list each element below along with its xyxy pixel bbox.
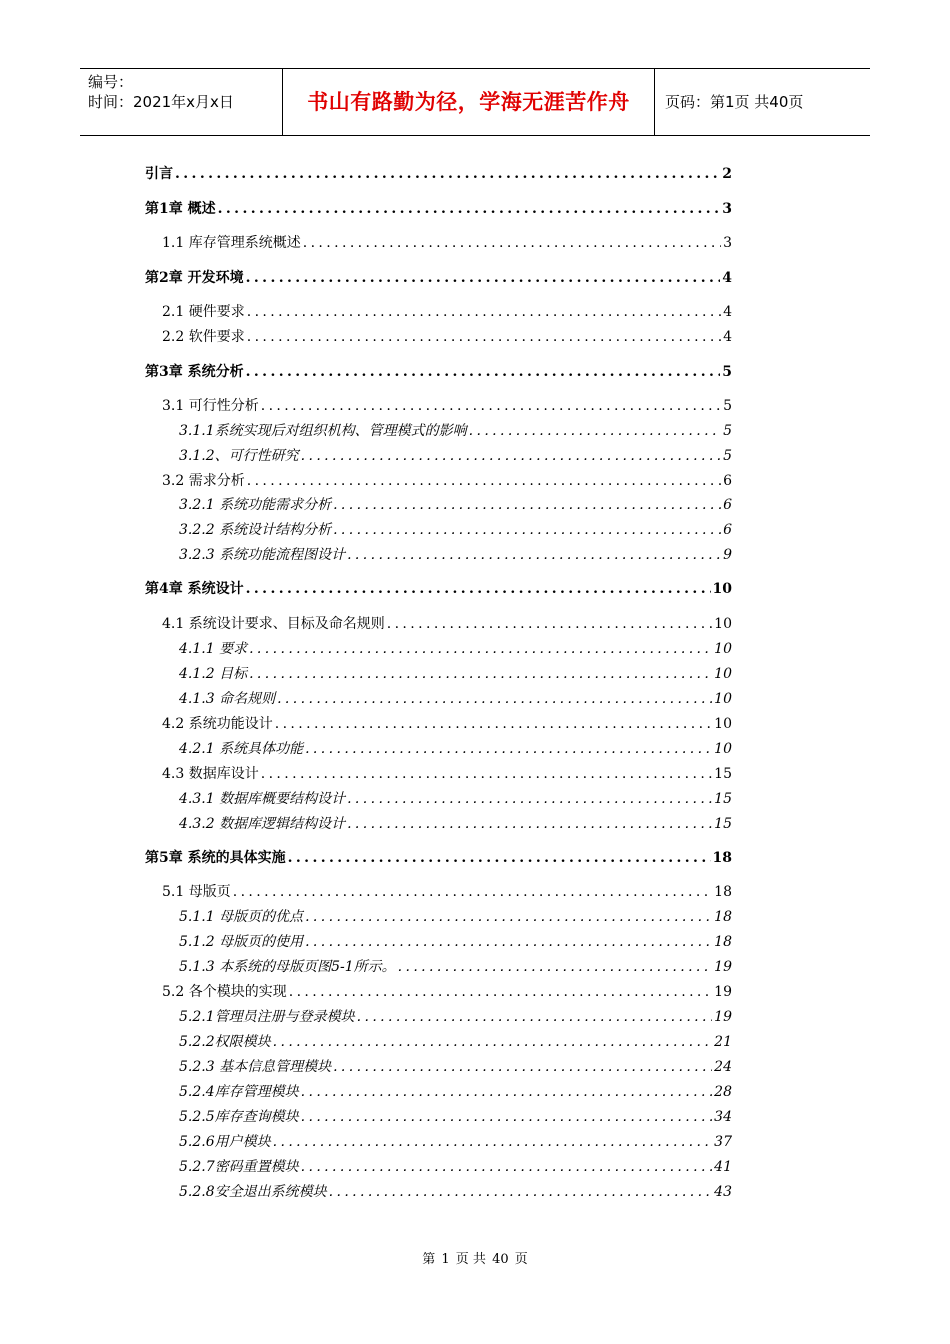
toc-dot-leader (273, 1134, 713, 1150)
document-time: 时间：2021年x月x日 (88, 93, 234, 111)
toc-entry-title: 5.2.1管理员注册与登录模块 (179, 1009, 355, 1025)
toc-entry-title: 3.1.1系统实现后对组织机构、管理模式的影响 (179, 423, 467, 439)
toc-entry-title: 5.1.1 母版页的优点 (179, 909, 304, 925)
toc-dot-leader (301, 448, 721, 464)
toc-entry[interactable] (179, 1006, 732, 1026)
toc-entry-page: 10 (714, 616, 732, 632)
toc-entry[interactable] (179, 663, 732, 683)
toc-entry[interactable] (179, 906, 732, 926)
toc-dot-leader (469, 423, 721, 439)
toc-entry[interactable] (162, 713, 732, 733)
toc-entry-page: 2 (722, 166, 732, 182)
toc-entry-title: 3.2 需求分析 (162, 473, 245, 489)
toc-entry-page: 28 (714, 1084, 732, 1100)
toc-entry-title: 4.1.3 命名规则 (179, 691, 276, 707)
toc-entry[interactable] (162, 763, 732, 783)
toc-dot-leader (233, 884, 712, 900)
toc-entry-title: 4.2 系统功能设计 (162, 716, 273, 732)
toc-entry-title: 4.1.2 目标 (179, 666, 248, 682)
toc-entry-title: 引言 (145, 166, 173, 182)
footer-prefix: 第 (422, 1252, 436, 1267)
footer-suffix: 页 (514, 1252, 528, 1267)
toc-entry-title: 5.2.4库存管理模块 (179, 1084, 299, 1100)
toc-dot-leader (175, 166, 720, 182)
toc-entry-page: 6 (723, 473, 732, 489)
toc-entry-title: 5.1.2 母版页的使用 (179, 934, 304, 950)
toc-entry-page: 10 (714, 716, 732, 732)
toc-dot-leader (246, 581, 711, 597)
toc-entry-title: 5.2.6用户模块 (179, 1134, 271, 1150)
toc-dot-leader (246, 364, 721, 380)
toc-dot-leader (347, 816, 712, 832)
toc-dot-leader (289, 984, 712, 1000)
toc-entry-title: 3.1 可行性分析 (162, 398, 259, 414)
toc-entry-title: 5.2.8安全退出系统模块 (179, 1184, 327, 1200)
footer-current-page: 1 (441, 1252, 450, 1267)
toc-entry-page: 18 (714, 884, 732, 900)
toc-dot-leader (277, 691, 712, 707)
toc-dot-leader (246, 270, 721, 286)
toc-entry-page: 4 (722, 270, 732, 286)
toc-entry[interactable] (179, 519, 732, 539)
toc-dot-leader (333, 522, 721, 538)
toc-dot-leader (347, 547, 721, 563)
toc-entry-page: 10 (714, 691, 732, 707)
toc-dot-leader (301, 1109, 713, 1125)
toc-entry-title: 4.3 数据库设计 (162, 766, 259, 782)
toc-entry[interactable] (145, 163, 732, 183)
toc-entry-title: 第1章 概述 (145, 201, 216, 217)
toc-entry-title: 5.1 母版页 (162, 884, 231, 900)
toc-dot-leader (398, 959, 713, 975)
toc-dot-leader (333, 1059, 712, 1075)
toc-entry-title: 5.2.7密码重置模块 (179, 1159, 299, 1175)
toc-entry-title: 3.2.3 系统功能流程图设计 (179, 547, 346, 563)
toc-entry[interactable] (145, 847, 732, 867)
toc-entry-title: 第5章 系统的具体实施 (145, 850, 286, 866)
toc-entry[interactable] (162, 613, 732, 633)
toc-entry-page: 19 (714, 984, 732, 1000)
toc-entry[interactable] (179, 420, 732, 440)
toc-entry-page: 19 (714, 1009, 732, 1025)
toc-entry-page: 24 (714, 1059, 732, 1075)
toc-entry-page: 43 (714, 1184, 732, 1200)
toc-entry-title: 5.2.3 基本信息管理模块 (179, 1059, 332, 1075)
toc-dot-leader (357, 1009, 713, 1025)
toc-entry[interactable] (162, 326, 732, 346)
toc-entry-title: 4.2.1 系统具体功能 (179, 741, 304, 757)
toc-entry[interactable] (179, 494, 732, 514)
toc-entry-title: 3.1.2、可行性研究 (179, 448, 299, 464)
toc-dot-leader (247, 473, 721, 489)
toc-dot-leader (247, 304, 721, 320)
toc-entry-title: 2.2 软件要求 (162, 329, 245, 345)
toc-dot-leader (249, 641, 712, 657)
toc-entry-title: 5.2.5库存查询模块 (179, 1109, 299, 1125)
toc-entry[interactable] (179, 1181, 732, 1201)
toc-entry-page: 3 (723, 235, 732, 251)
toc-entry[interactable] (162, 301, 732, 321)
toc-entry-page: 37 (714, 1134, 732, 1150)
toc-dot-leader (273, 1034, 713, 1050)
toc-dot-leader (301, 1084, 713, 1100)
toc-entry-page: 21 (714, 1034, 732, 1050)
toc-entry-page: 4 (723, 329, 732, 345)
toc-entry[interactable] (179, 1056, 732, 1076)
page-footer (0, 1248, 950, 1267)
toc-entry[interactable] (162, 395, 732, 415)
toc-entry-page: 5 (722, 364, 732, 380)
toc-dot-leader (333, 497, 721, 513)
toc-entry-page: 18 (714, 934, 732, 950)
toc-dot-leader (261, 398, 721, 414)
toc-dot-leader (275, 716, 712, 732)
toc-entry-page: 3 (722, 201, 732, 217)
toc-entry[interactable] (179, 1081, 732, 1101)
toc-entry[interactable] (162, 881, 732, 901)
toc-entry-page: 15 (714, 791, 732, 807)
toc-entry-page: 9 (723, 547, 732, 563)
toc-entry-page: 6 (723, 522, 732, 538)
toc-entry[interactable] (179, 931, 732, 951)
toc-entry-page: 18 (712, 850, 732, 866)
toc-entry[interactable] (179, 638, 732, 658)
toc-entry-title: 4.3.2 数据库逻辑结构设计 (179, 816, 346, 832)
toc-dot-leader (305, 909, 712, 925)
toc-entry-page: 34 (714, 1109, 732, 1125)
toc-dot-leader (218, 201, 721, 217)
toc-entry[interactable] (179, 1106, 732, 1126)
toc-entry-title: 3.2.1 系统功能需求分析 (179, 497, 332, 513)
toc-dot-leader (288, 850, 711, 866)
toc-entry-title: 4.1 系统设计要求、目标及命名规则 (162, 616, 385, 632)
toc-entry-title: 1.1 库存管理系统概述 (162, 235, 301, 251)
toc-entry-page: 5 (723, 448, 732, 464)
toc-entry-page: 15 (714, 766, 732, 782)
toc-entry-page: 4 (723, 304, 732, 320)
toc-entry-title: 5.1.3 本系统的母版页图5-1所示。 (179, 959, 396, 975)
toc-entry-title: 5.2.2权限模块 (179, 1034, 271, 1050)
toc-entry-page: 5 (723, 398, 732, 414)
toc-entry-page: 6 (723, 497, 732, 513)
toc-entry[interactable] (179, 688, 732, 708)
toc-entry[interactable] (179, 813, 732, 833)
toc-entry-page: 10 (712, 581, 732, 597)
toc-entry-title: 4.3.1 数据库概要结构设计 (179, 791, 346, 807)
toc-entry[interactable] (162, 232, 732, 252)
footer-middle: 页 共 (455, 1252, 486, 1267)
toc-dot-leader (301, 1159, 713, 1175)
toc-entry[interactable] (179, 1131, 732, 1151)
toc-dot-leader (305, 741, 712, 757)
toc-entry[interactable] (179, 1156, 732, 1176)
toc-dot-leader (347, 791, 712, 807)
toc-entry[interactable] (179, 1031, 732, 1051)
toc-entry-page: 19 (714, 959, 732, 975)
toc-entry-page: 15 (714, 816, 732, 832)
toc-entry-page: 18 (714, 909, 732, 925)
toc-entry[interactable] (145, 267, 732, 287)
toc-entry[interactable] (179, 956, 732, 976)
toc-entry[interactable] (179, 788, 732, 808)
toc-entry[interactable] (179, 445, 732, 465)
toc-entry-title: 第4章 系统设计 (145, 581, 244, 597)
header-motto: 书山有路勤为径，学海无涯苦作舟 (283, 69, 655, 135)
toc-entry-title: 2.1 硬件要求 (162, 304, 245, 320)
toc-entry-title: 5.2 各个模块的实现 (162, 984, 287, 1000)
toc-dot-leader (303, 235, 721, 251)
footer-total-pages: 40 (492, 1252, 509, 1267)
toc-entry[interactable] (162, 470, 732, 490)
toc-entry[interactable] (162, 981, 732, 1001)
toc-dot-leader (387, 616, 712, 632)
document-number-label: 编号： (88, 73, 134, 91)
toc-entry-page: 41 (714, 1159, 732, 1175)
toc-dot-leader (329, 1184, 713, 1200)
header-page-info: 页码：第1页 共40页 (665, 93, 804, 111)
toc-entry[interactable] (145, 578, 732, 598)
toc-entry-page: 10 (714, 666, 732, 682)
toc-entry[interactable] (179, 544, 732, 564)
toc-entry-title: 3.2.2 系统设计结构分析 (179, 522, 332, 538)
toc-entry-title: 4.1.1 要求 (179, 641, 248, 657)
toc-entry[interactable] (145, 198, 732, 218)
toc-entry-title: 第2章 开发环境 (145, 270, 244, 286)
toc-entry[interactable] (145, 361, 732, 381)
toc-dot-leader (261, 766, 712, 782)
toc-entry[interactable] (179, 738, 732, 758)
toc-dot-leader (305, 934, 712, 950)
toc-entry-page: 10 (714, 741, 732, 757)
toc-entry-page: 5 (723, 423, 732, 439)
toc-entry-page: 10 (714, 641, 732, 657)
toc-entry-title: 第3章 系统分析 (145, 364, 244, 380)
toc-dot-leader (247, 329, 721, 345)
toc-dot-leader (249, 666, 712, 682)
